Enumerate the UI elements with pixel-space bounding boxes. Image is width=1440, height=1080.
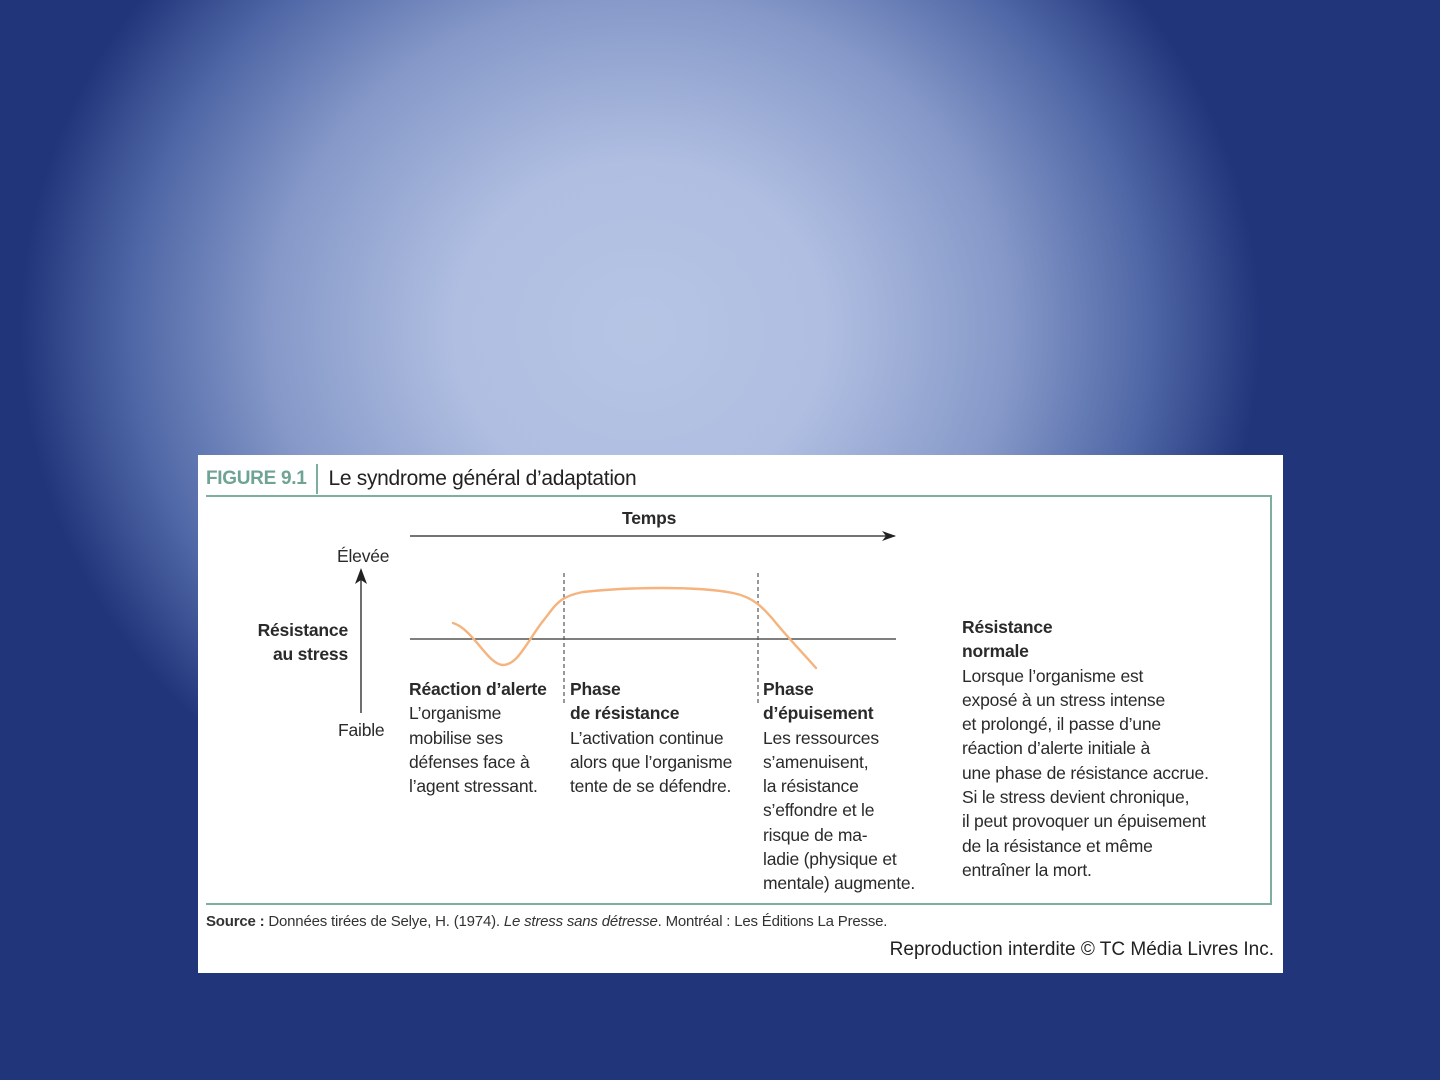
phase-alarm-line: l’agent stressant. bbox=[409, 776, 538, 797]
phase-alarm-line: L’organisme bbox=[409, 703, 502, 724]
normal-resistance-line: Lorsque l’organisme est bbox=[962, 665, 1144, 686]
normal-resistance-title-line2: normale bbox=[962, 641, 1029, 662]
normal-resistance-line: réaction d’alerte initiale à bbox=[962, 738, 1150, 759]
phase-exhaustion-line: la résistance bbox=[763, 776, 859, 797]
phase-exhaustion-line: mentale) augmente. bbox=[763, 873, 916, 894]
normal-resistance-line: et prolongé, il passe d’une bbox=[962, 714, 1161, 735]
source-text-before: Données tirées de Selye, H. (1974). bbox=[264, 913, 504, 930]
source-text-after: . Montréal : Les Éditions La Presse. bbox=[657, 913, 888, 930]
time-axis-label-text: Temps bbox=[622, 508, 677, 528]
y-axis-high-label: Élevée bbox=[337, 546, 390, 566]
phase-alarm-line: défenses face à bbox=[409, 751, 530, 772]
phase-resistance-title-line1: Phase bbox=[570, 679, 621, 699]
phase-resistance-line: L’activation continue bbox=[570, 727, 724, 748]
source-citation bbox=[206, 913, 887, 930]
copyright-notice: Reproduction interdite © TC Média Livres Inc. bbox=[889, 939, 1274, 960]
stress-curve bbox=[453, 588, 816, 668]
figure-title: Le syndrome général d’adaptation bbox=[328, 467, 637, 490]
phase-exhaustion-line: ladie (physique et bbox=[763, 849, 897, 870]
normal-resistance-line: Si le stress devient chronique, bbox=[962, 787, 1190, 808]
source-book-title: Le stress sans détresse bbox=[503, 913, 658, 930]
y-axis-title-line2: au stress bbox=[272, 644, 348, 665]
y-axis-title-line1: Résistance bbox=[257, 620, 348, 640]
normal-resistance-line: il peut provoquer un épuisement bbox=[962, 811, 1206, 832]
source-label: Source : bbox=[206, 913, 265, 930]
figure-label: FIGURE 9.1 bbox=[206, 468, 307, 489]
normal-resistance-note bbox=[962, 615, 1209, 882]
phase-exhaustion-line: s’amenuisent, bbox=[763, 751, 869, 772]
phase-exhaustion-title-line2: d’épuisement bbox=[763, 703, 874, 724]
phase-exhaustion-line: s’effondre et le bbox=[763, 800, 875, 821]
normal-resistance-title-line1: Résistance bbox=[962, 617, 1053, 637]
phase-resistance-line: tente de se défendre. bbox=[570, 776, 732, 797]
phase-alarm bbox=[409, 677, 547, 798]
phase-resistance-title-line2: de résistance bbox=[570, 703, 680, 724]
normal-resistance-line: de la résistance et même bbox=[962, 835, 1153, 856]
phase-alarm-line: mobilise ses bbox=[409, 727, 503, 748]
normal-resistance-line: une phase de résistance accrue. bbox=[962, 762, 1209, 783]
normal-resistance-line: entraîner la mort. bbox=[962, 859, 1092, 880]
phase-exhaustion bbox=[763, 677, 915, 896]
time-axis-label bbox=[622, 506, 676, 530]
phase-resistance-line: alors que l’organisme bbox=[570, 751, 733, 772]
phase-exhaustion-title-line1: Phase bbox=[763, 679, 814, 699]
phase-exhaustion-line: risque de ma- bbox=[763, 824, 868, 845]
phase-alarm-title: Réaction d’alerte bbox=[409, 679, 547, 699]
phase-resistance bbox=[570, 677, 732, 798]
y-axis-title bbox=[238, 618, 348, 667]
y-axis-low-label: Faible bbox=[338, 720, 385, 740]
normal-resistance-line: exposé à un stress intense bbox=[962, 689, 1165, 710]
figure-panel bbox=[198, 455, 1283, 973]
phase-exhaustion-line: Les ressources bbox=[763, 727, 879, 748]
